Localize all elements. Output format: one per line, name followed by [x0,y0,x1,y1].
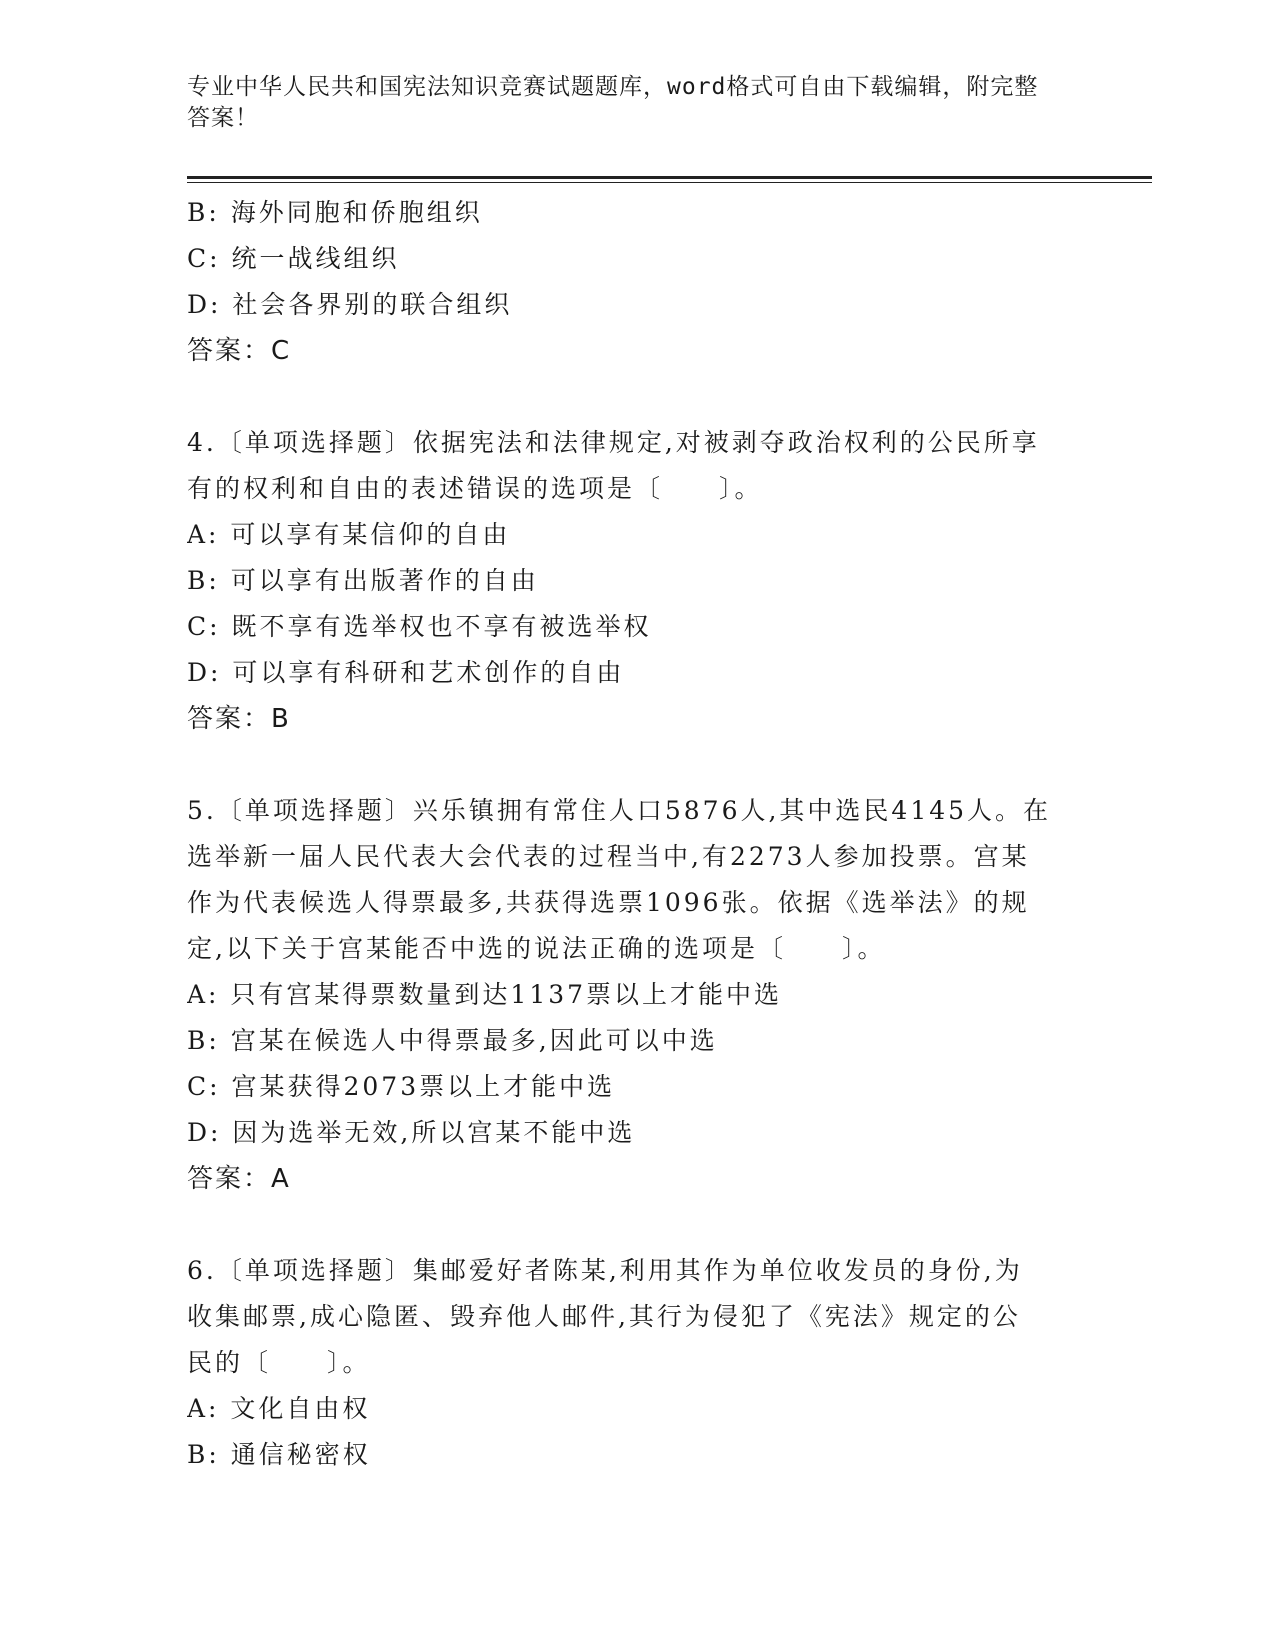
document-header [187,72,1067,134]
option-b: B: 可以享有出版著作的自由 [187,566,539,595]
header-divider-thick [187,176,1152,179]
option-a: A: 文化自由权 [187,1394,371,1423]
question-3-partial [187,190,1077,374]
question-text-line: 有的权利和自由的表述错误的选项是〔 〕。 [187,474,763,503]
question-4 [187,420,1077,742]
option-a: A: 只有宫某得票数量到达1137票以上才能中选 [187,980,783,1009]
question-6 [187,1248,1077,1478]
answer: 答案：C [187,336,292,366]
header-line-2: 答案！ [187,105,259,131]
question-text-line: 6.〔单项选择题〕集邮爱好者陈某,利用其作为单位收发员的身份,为 [187,1256,1023,1285]
question-text-line: 定,以下关于宫某能否中选的说法正确的选项是〔 〕。 [187,934,886,963]
option-c: C: 宫某获得2073票以上才能中选 [187,1072,616,1101]
option-c: C: 统一战线组织 [187,244,400,273]
header-divider-thin [187,182,1152,183]
answer: 答案：A [187,1164,291,1194]
question-5 [187,788,1077,1202]
question-text-line: 民的〔 〕。 [187,1348,371,1377]
answer: 答案：B [187,704,291,734]
option-b: B: 海外同胞和侨胞组织 [187,198,483,227]
option-c: C: 既不享有选举权也不享有被选举权 [187,612,652,641]
option-d: D: 社会各界别的联合组织 [187,290,513,319]
question-text-line: 5.〔单项选择题〕兴乐镇拥有常住人口5876人,其中选民4145人。在 [187,796,1052,825]
spacer [187,742,1077,788]
option-d: D: 可以享有科研和艺术创作的自由 [187,658,625,687]
header-line-1: 专业中华人民共和国宪法知识竞赛试题题库，word格式可自由下载编辑，附完整 [187,74,1039,100]
question-text-line: 收集邮票,成心隐匿、毁弃他人邮件,其行为侵犯了《宪法》规定的公 [187,1302,1021,1331]
option-a: A: 可以享有某信仰的自由 [187,520,511,549]
spacer [187,374,1077,420]
spacer [187,1202,1077,1248]
question-text-line: 选举新一届人民代表大会代表的过程当中,有2273人参加投票。宫某 [187,842,1030,871]
question-list [187,190,1077,1478]
question-text-line: 4.〔单项选择题〕依据宪法和法律规定,对被剥夺政治权利的公民所享 [187,428,1040,457]
option-b: B: 通信秘密权 [187,1440,371,1469]
question-text-line: 作为代表候选人得票最多,共获得选票1096张。依据《选举法》的规 [187,888,1030,917]
option-d: D: 因为选举无效,所以宫某不能中选 [187,1118,636,1147]
option-b: B: 宫某在候选人中得票最多,因此可以中选 [187,1026,718,1055]
